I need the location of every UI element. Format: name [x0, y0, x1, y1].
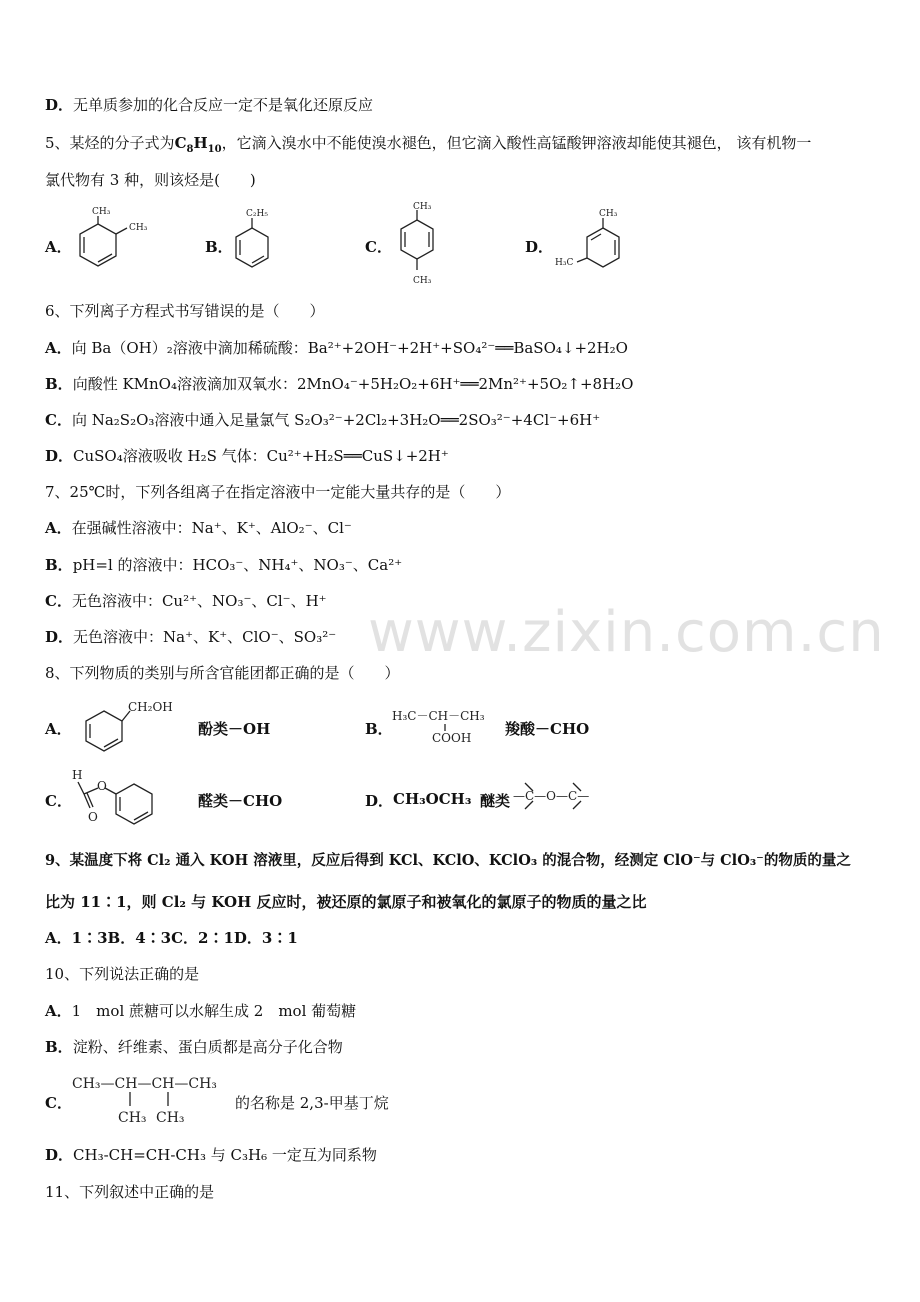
q5-formula-sub1: 8: [186, 144, 194, 155]
q10-option-d-text: CH₃-CH=CH-CH₃ 与 C₃H₆ 一定互为同系物: [73, 1146, 377, 1164]
q10-c-structure-ch3-a: CH₃: [118, 1110, 147, 1126]
q5-option-c-label: C．: [365, 238, 392, 256]
q5-stem-a: 某烃的分子式为: [69, 134, 175, 152]
q5-option-b-label: B．: [205, 238, 233, 256]
q7-option-b: [45, 555, 402, 575]
q8-option-c-label: C．: [45, 792, 72, 810]
q6-option-b-label: B．: [45, 375, 73, 393]
ethylbenzene-structure: [232, 208, 292, 278]
q5-formula-sub2: 10: [207, 144, 222, 155]
q7-option-c-label: C．: [45, 592, 72, 610]
q8-option-a-label: A．: [45, 720, 72, 738]
q10-option-a: [45, 1001, 356, 1021]
q10-option-c-text: 的名称是 2,3-甲基丁烷: [235, 1094, 389, 1112]
q5-stem: [45, 133, 811, 160]
q8-option-b-text: 羧酸－CHO: [505, 720, 590, 738]
q6-option-c-text: 向 Na₂S₂O₃溶液中通入足量氯气 S₂O₃²⁻+2Cl₂+3H₂O══2SO₃²⁻+4Cl⁻+6H⁺: [71, 411, 601, 429]
q8-option-b-label: B．: [365, 720, 393, 738]
ether-group-label: —C—O—C—: [513, 789, 590, 803]
q4-option-d-text: 无单质参加的化合反应一定不是氧化还原反应: [73, 96, 374, 114]
q7-option-d-label: D．: [45, 628, 74, 646]
q9-stem-line1: 9、某温度下将 Cl₂ 通入 KOH 溶液里，反应后得到 KCl、KClO、KClO₃ 的混合物，经测定 ClO⁻与 ClO₃⁻的物质的量之: [45, 852, 851, 869]
ether-group-structure: [513, 778, 603, 818]
q6-option-d-text: CuSO₄溶液吸收 H₂S 气体：Cu²⁺+H₂S══CuS↓+2H⁺: [73, 447, 449, 465]
ethyl-group-label: C₂H₅: [246, 209, 268, 219]
q9-options: A．1∶3B．4∶3C．2∶1D．3∶1: [45, 929, 298, 947]
q8-option-d-text: 醚类: [480, 792, 511, 810]
q6-option-c-label: C．: [45, 411, 72, 429]
q5-stem-c: 氯代物有 3 种，则该烃是( ): [45, 171, 256, 189]
q6-option-a-text: 向 Ba（OH）₂溶液中滴加稀硫酸：Ba²⁺+2OH⁻+2H⁺+SO₄²⁻══BaSO₄↓+2H₂O: [71, 339, 628, 357]
p-xylene-structure: [395, 198, 455, 290]
q7-option-a-text: 在强碱性溶液中：Na⁺、K⁺、AlO₂⁻、Cl⁻: [71, 519, 352, 537]
q6-option-d: [45, 446, 449, 466]
q10-option-d-label: D．: [45, 1146, 74, 1164]
q5-stem-line2: [45, 170, 256, 190]
q10-option-a-label: A．: [45, 1002, 72, 1020]
q10-stem: 10、下列说法正确的是: [45, 965, 200, 983]
q10-option-c-label: C．: [45, 1094, 72, 1112]
q10-option-d: [45, 1145, 377, 1165]
q6-option-a-label: A．: [45, 339, 72, 357]
isobutyric-acid-structure: [392, 700, 502, 750]
q5-stem-b: ，它滴入溴水中不能使溴水褪色，但它滴入酸性高锰酸钾溶液却能使其褪色， 该有机物一: [221, 134, 812, 152]
q10-option-a-text: 1 mol 蔗糖可以水解生成 2 mol 葡萄糖: [71, 1002, 357, 1020]
q8-stem: 8、下列物质的类别与所含官能团都正确的是（ ）: [45, 664, 400, 682]
q7-option-b-text: pH=l 的溶液中：HCO₃⁻、NH₄⁺、NO₃⁻、Ca²⁺: [72, 556, 403, 574]
q7-option-d-text: 无色溶液中：Na⁺、K⁺、ClO⁻、SO₃²⁻: [73, 628, 337, 646]
q8-b-formula-bottom: COOH: [432, 731, 472, 745]
m-xylene-structure: [555, 208, 635, 278]
q5-formula-h: H: [193, 134, 208, 152]
p-xylene-ch3-bottom: CH₃: [413, 276, 432, 286]
q8-option-d-label: D．: [365, 792, 394, 810]
q6-option-c: [45, 410, 600, 430]
q7-option-c-text: 无色溶液中：Cu²⁺、NO₃⁻、Cl⁻、H⁺: [71, 592, 327, 610]
o-xylene-ch3-top: CH₃: [92, 207, 111, 217]
q8-option-d-formula: CH₃OCH₃: [393, 790, 472, 808]
o-xylene-ch3-right: CH₃: [129, 223, 148, 233]
q6-option-b-text: 向酸性 KMnO₄溶液滴加双氧水：2MnO₄⁻+5H₂O₂+6H⁺══2Mn²⁺+5O₂↑+8H₂O: [72, 375, 634, 393]
q11-stem: 11、下列叙述中正确的是: [45, 1183, 215, 1201]
q6-option-a: [45, 338, 628, 358]
q10-c-structure-top: CH₃—CH—CH—CH₃: [72, 1076, 217, 1092]
m-xylene-ch3-top: CH₃: [599, 209, 618, 219]
q10-option-b-label: B．: [45, 1038, 73, 1056]
q10-option-b: [45, 1037, 343, 1057]
q6-stem: 6、下列离子方程式书写错误的是（ ）: [45, 302, 325, 320]
q8-option-c-text: 醛类－CHO: [198, 792, 283, 810]
phenyl-formate-structure: [68, 768, 193, 828]
q6-option-b: [45, 374, 633, 394]
ch2oh-label: CH₂OH: [128, 700, 173, 714]
m-xylene-h3c-left: H₃C: [555, 258, 574, 268]
q5-option-a-label: A．: [45, 238, 72, 256]
benzyl-alcohol-structure: [72, 695, 192, 760]
q5-number: 5、: [45, 134, 70, 152]
q10-c-structure-ch3-b: CH₃: [156, 1110, 185, 1126]
q5-option-d-label: D．: [525, 238, 554, 256]
q7-option-c: [45, 591, 327, 611]
o-xylene-structure: [75, 208, 165, 278]
q7-option-a: [45, 518, 352, 538]
q4-option-d-label: D．: [45, 96, 74, 114]
q5-formula-c: C: [174, 134, 187, 152]
q4-option-d: [45, 95, 373, 115]
q8-option-a-text: 酚类－OH: [198, 720, 271, 738]
p-xylene-ch3-top: CH₃: [413, 202, 432, 212]
q7-option-d: [45, 627, 336, 647]
q8-b-formula-top: H₃C－CH－CH₃: [392, 709, 485, 723]
watermark: www.zixin.com.cn: [368, 600, 885, 665]
q7-option-b-label: B．: [45, 556, 73, 574]
q7-stem: 7、25℃时，下列各组离子在指定溶液中一定能大量共存的是（ ）: [45, 483, 511, 501]
q6-option-d-label: D．: [45, 447, 74, 465]
q9-stem-line2: 比为 11∶1，则 Cl₂ 与 KOH 反应时，被还原的氯原子和被氧化的氯原子的物质的量之比: [45, 893, 647, 911]
dimethylbutane-structure: [72, 1068, 242, 1130]
formate-h-label: H: [72, 768, 83, 782]
formate-carbonyl-o: O: [88, 810, 98, 824]
q10-option-b-text: 淀粉、纤维素、蛋白质都是高分子化合物: [72, 1038, 343, 1056]
q7-option-a-label: A．: [45, 519, 72, 537]
formate-ester-o: O: [97, 779, 107, 793]
